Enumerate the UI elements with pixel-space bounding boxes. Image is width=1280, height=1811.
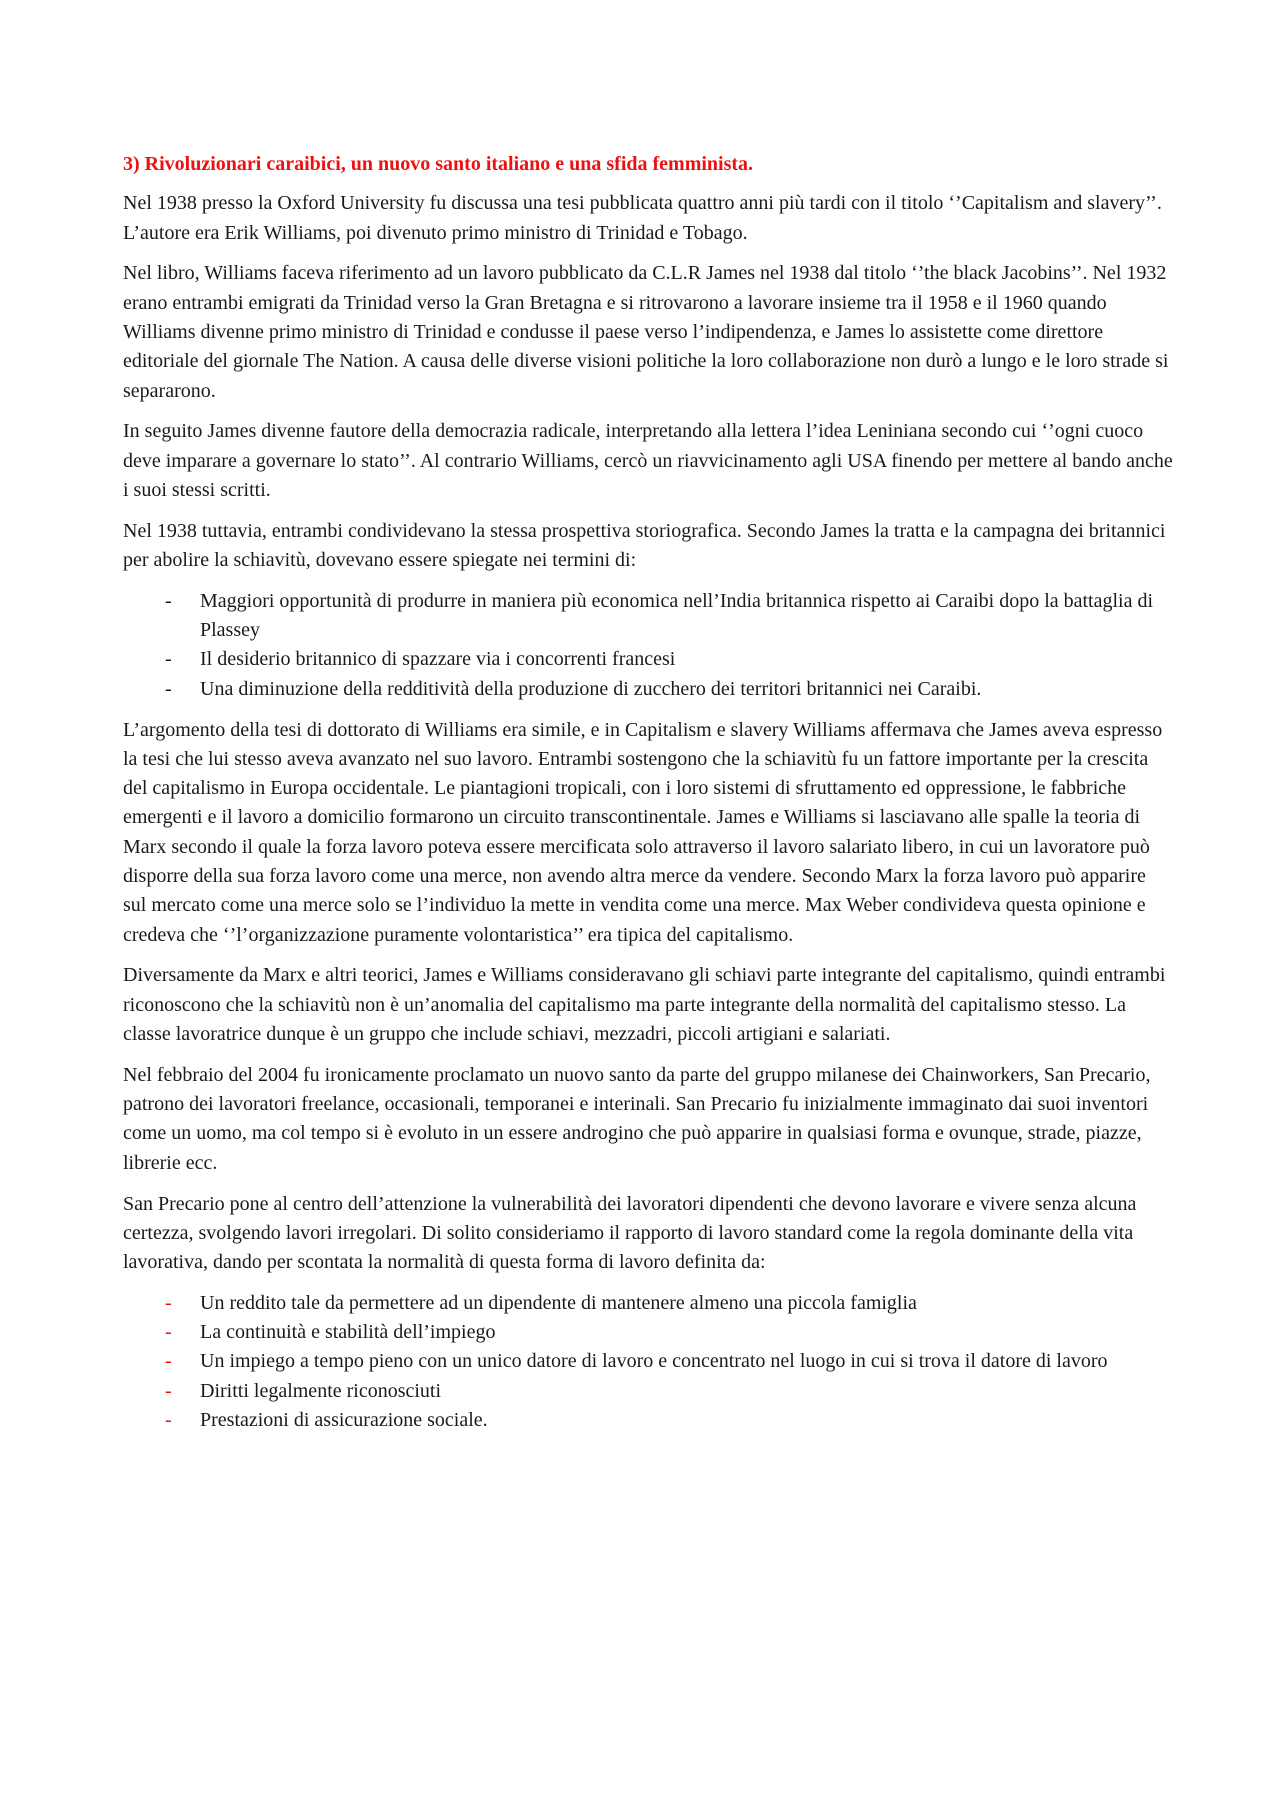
list-dash: - <box>165 677 172 700</box>
list-item <box>123 587 1173 646</box>
list-item-text: Un reddito tale da permettere ad un dipendente di mantenere almeno una piccola famiglia <box>200 1291 917 1314</box>
list-item <box>123 1406 1173 1435</box>
list-dash: - <box>165 1409 172 1432</box>
document-page <box>123 150 1173 1447</box>
list-item-text: Maggiori opportunità di produrre in maniera più economica nell’India britannica rispetto ai Caraibi dopo la battaglia di Plassey <box>200 589 1154 642</box>
list-item <box>123 1318 1173 1347</box>
list-dash: - <box>165 1379 172 1402</box>
list-dash: - <box>165 648 172 671</box>
paragraph-san-precario: Nel febbraio del 2004 fu ironicamente proclamato un nuovo santo da parte del gruppo milanese dei Chainworkers, San Precario, patrono dei lavoratori freelance, occasionali, temporanei e interinali. San Precario fu inizialmente immaginato dai suoi inventori come un uomo, ma col tempo si è evoluto in un essere androgino che può apparire in qualsiasi forma e ovunque, strade, piazze, librerie ecc. <box>123 1063 1151 1174</box>
list-item <box>123 1377 1173 1406</box>
paragraph-black-jacobins: Nel libro, Williams faceva riferimento ad un lavoro pubblicato da C.L.R James nel 1938 dal titolo ‘’the black Jacobins’’. Nel 1932 erano entrambi emigrati da Trinidad verso la Gran Bretagna e si ritrovarono a lavorare insieme tra il 1958 e il 1960 quando Williams divenne primo ministro di Trinidad e condusse il paese verso l’indipendenza, e James lo assistette come direttore editoriale del giornale The Nation. A causa delle diverse visioni politiche la loro collaborazione non durò a lungo e le loro strade si separarono. <box>123 262 1169 402</box>
list-item <box>123 1347 1173 1376</box>
list-item-text: Una diminuzione della redditività della produzione di zucchero dei territori britannici nei Caraibi. <box>200 677 982 700</box>
list-dash: - <box>165 1321 172 1344</box>
list-item-text: Diritti legalmente riconosciuti <box>200 1379 442 1402</box>
list-item-text: Un impiego a tempo pieno con un unico datore di lavoro e concentrato nel luogo in cui si trova il datore di lavoro <box>200 1350 1108 1373</box>
list-item <box>123 645 1173 674</box>
list-dash: - <box>165 1350 172 1373</box>
list-item-text: La continuità e stabilità dell’impiego <box>200 1321 496 1344</box>
list-item-text: Prestazioni di assicurazione sociale. <box>200 1409 488 1432</box>
paragraph-thesis-intro: Nel 1938 presso la Oxford University fu discussa una tesi pubblicata quattro anni più tardi con il titolo ‘’Capitalism and slavery’’. L’autore era Erik Williams, poi divenuto primo ministro di Trinidad e Tobago. <box>123 192 1162 244</box>
list-item-text: Il desiderio britannico di spazzare via i concorrenti francesi <box>200 648 676 671</box>
paragraph-standard-employment: San Precario pone al centro dell’attenzione la vulnerabilità dei lavoratori dipendenti che devono lavorare e vivere senza alcuna certezza, svolgendo lavori irregolari. Di solito consideriamo il rapporto di lavoro standard come la regola dominante della vita lavorativa, dando per scontata la normalità di questa forma di lavoro definita da: <box>123 1192 1137 1274</box>
list-standard-employment-features <box>123 1289 1173 1435</box>
list-dash: - <box>165 589 172 612</box>
paragraph-historiographic-perspective: Nel 1938 tuttavia, entrambi condividevano la stessa prospettiva storiografica. Secondo James la tratta e la campagna dei britannici per abolire la schiavitù, dovevano essere spiegate nei termini di: <box>123 519 1166 572</box>
paragraph-radical-democracy: In seguito James divenne fautore della democrazia radicale, interpretando alla lettera l’idea Leniniana secondo cui ‘’ogni cuoco deve imparare a governare lo stato’’. Al contrario Williams, cercò un riavvicinamento agli USA finendo per mettere al bando anche i suoi stessi scritti. <box>123 420 1173 501</box>
list-dash: - <box>165 1291 172 1314</box>
section-heading: 3) Rivoluzionari caraibici, un nuovo santo italiano e una sfida femminista. <box>123 153 754 175</box>
list-item <box>123 675 1173 704</box>
paragraph-slaves-integral: Diversamente da Marx e altri teorici, James e Williams consideravano gli schiavi parte integrante del capitalismo, quindi entrambi riconoscono che la schiavitù non è un’anomalia del capitalismo ma parte integrante della normalità del capitalismo stesso. La classe lavoratrice dunque è un gruppo che include schiavi, mezzadri, piccoli artigiani e salariati. <box>123 964 1166 1046</box>
paragraph-capitalism-slavery: L’argomento della tesi di dottorato di Williams era simile, e in Capitalism e slavery Williams affermava che James aveva espresso la tesi che lui stesso aveva avanzato nel suo lavoro. Entrambi sostengono che la schiavitù fu un fattore importante per la crescita del capitalismo in Europa occidentale. Le piantagioni tropicali, con i loro sistemi di sfruttamento ed oppressione, le fabbriche emergenti e il lavoro a domicilio formarono un circuito transcontinentale. James e Williams si lasciavano alle spalle la teoria di Marx secondo il quale la forza lavoro poteva essere mercificata solo attraverso il lavoro salariato libero, in cui un lavoratore può disporre della sua forza lavoro come una merce, non avendo altra merce da vendere. Secondo Marx la forza lavoro può apparire sul mercato come una merce solo se l’individuo la mette in vendita come una merce. Max Weber condivideva questa opinione e credeva che ‘’l’organizzazione puramente volontaristica’’ era tipica del capitalismo. <box>123 718 1163 946</box>
list-item <box>123 1289 1173 1318</box>
list-abolition-reasons <box>123 587 1173 704</box>
